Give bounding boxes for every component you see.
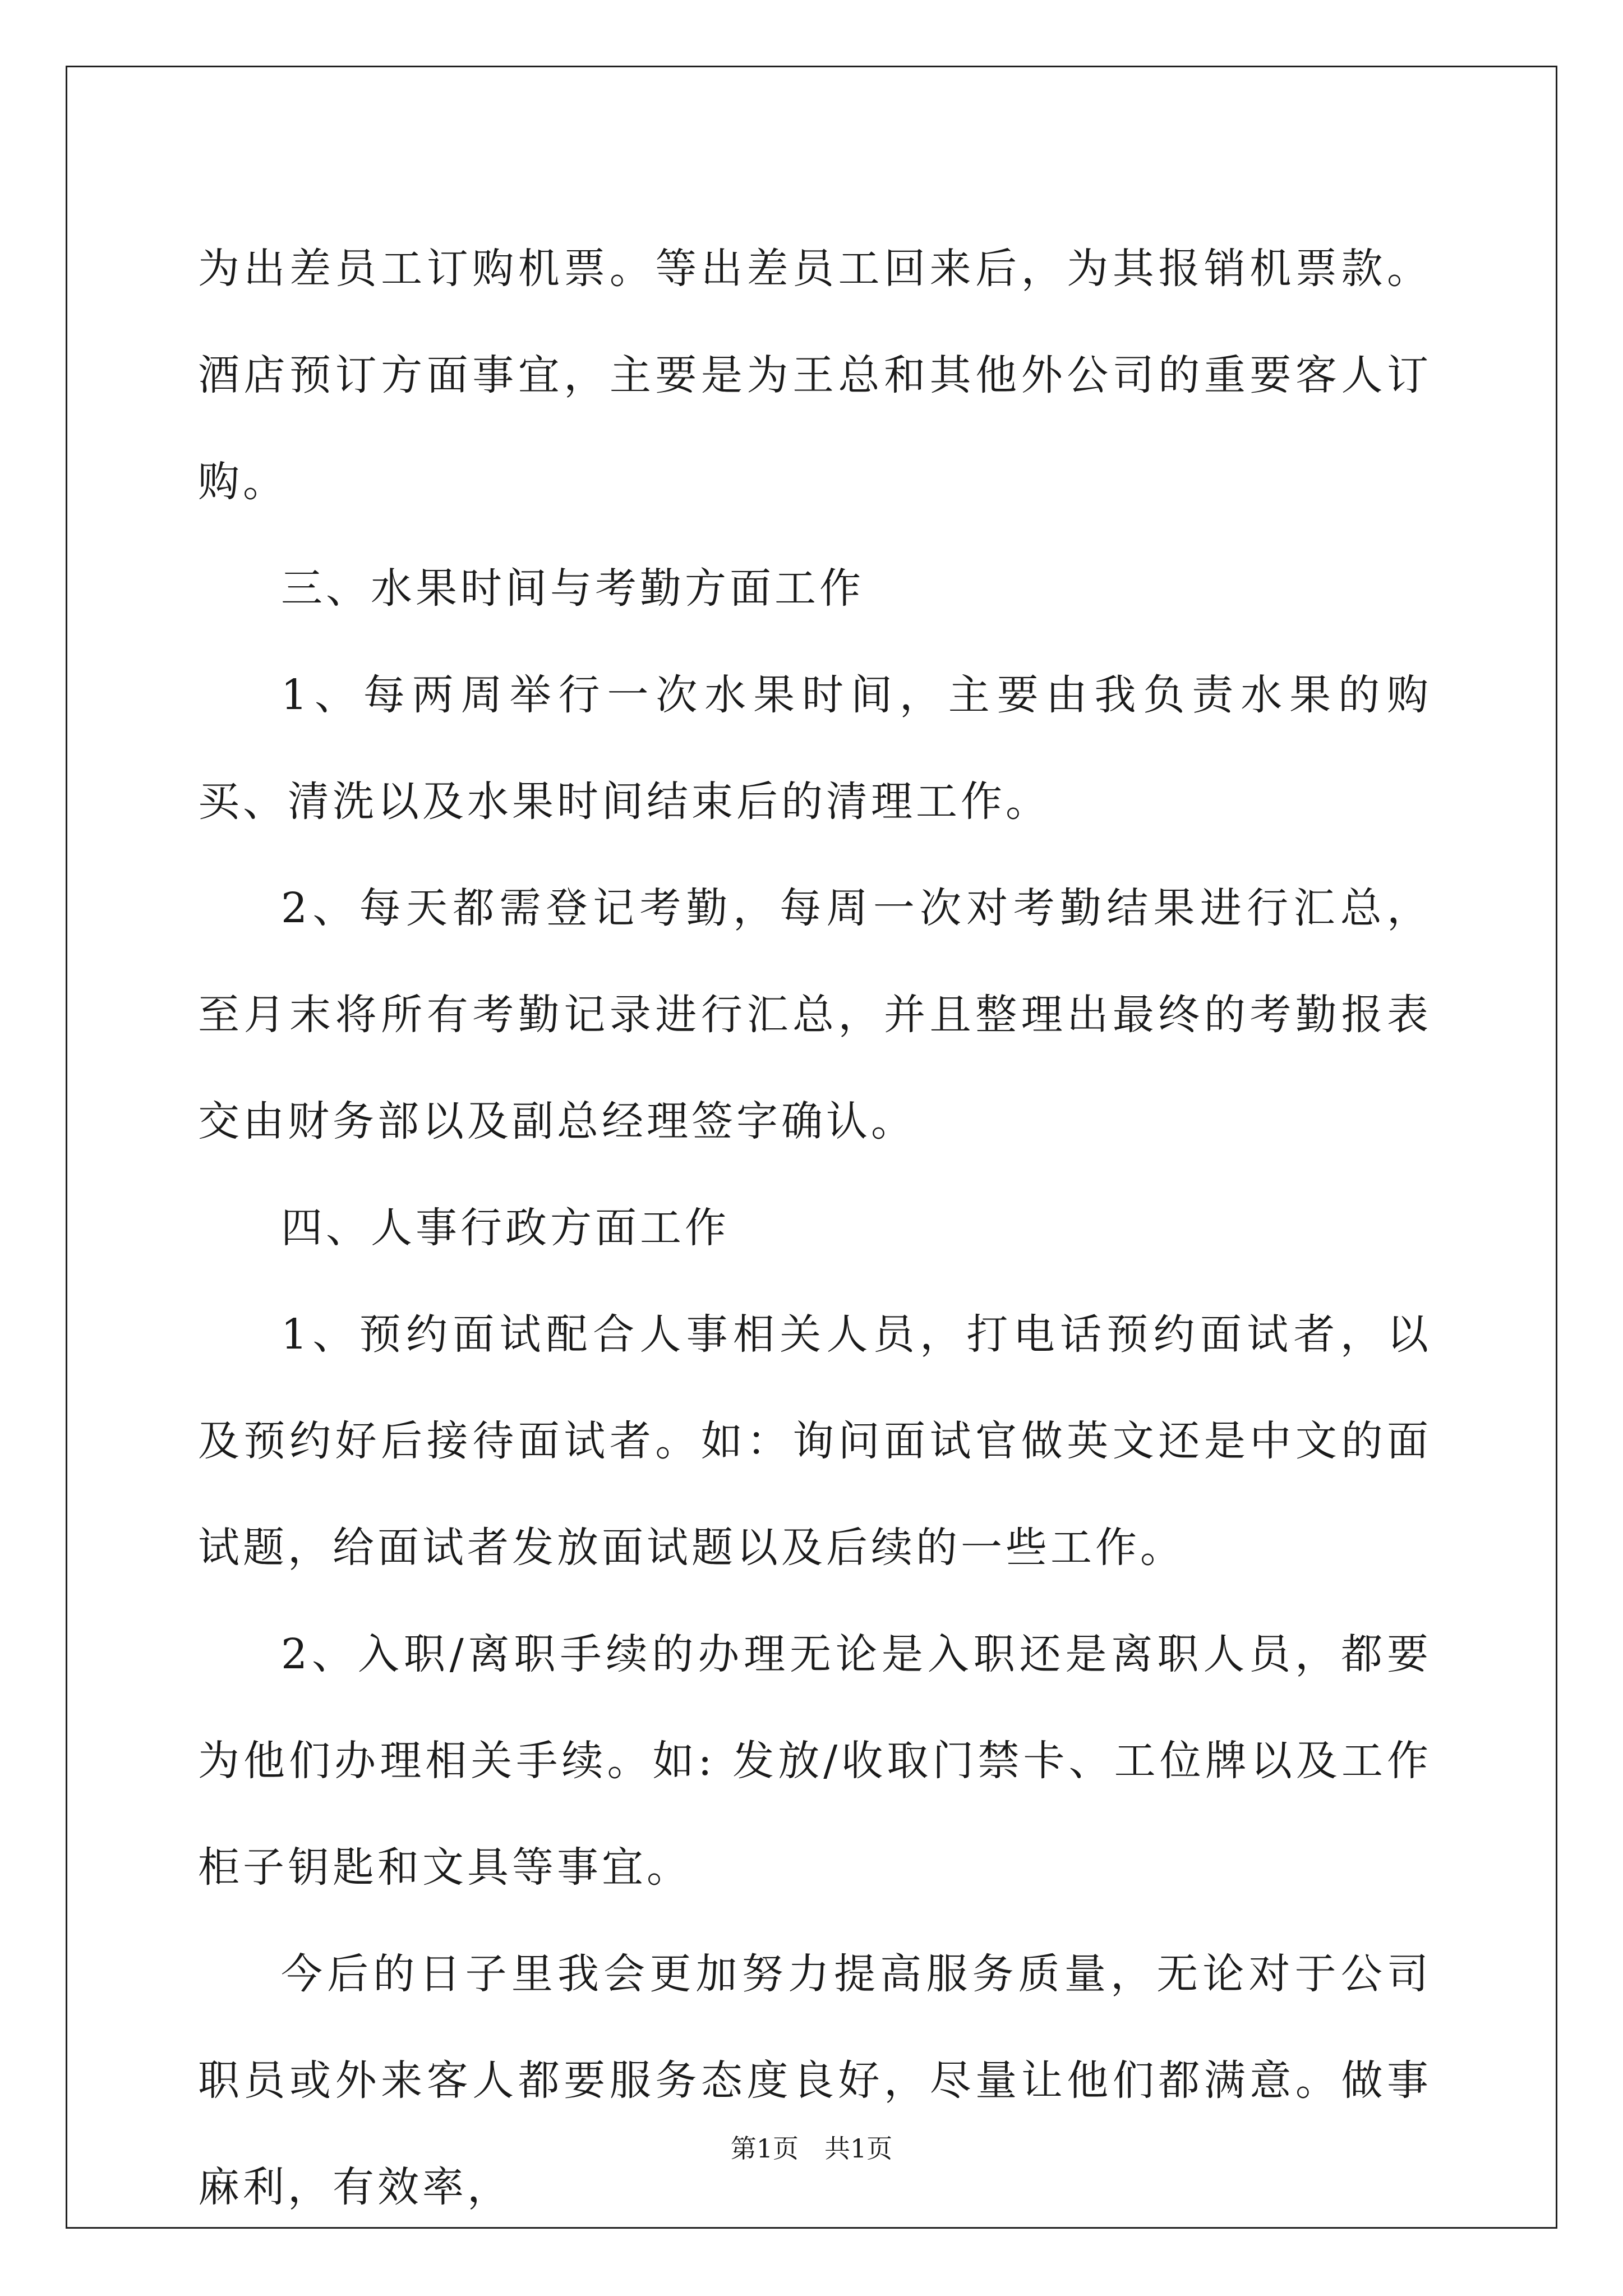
paragraph-interview: 1、预约面试配合人事相关人员，打电话预约面试者，以及预约好后接待面试者。如：询问面试官做英文还是中文的面试题，给面试者发放面试题以及后续的一些工作。 [198,1310,1432,1572]
heading-fruit-attendance: 三、水果时间与考勤方面工作 [281,564,864,613]
heading-hr-admin: 四、人事行政方面工作 [281,1204,730,1252]
paragraph-attendance: 2、每天都需登记考勤，每周一次对考勤结果进行汇总，至月末将所有考勤记录进行汇总，并且整理出最终的考勤报表交由财务部以及副总经理签字确认。 [198,884,1432,1145]
paragraph-future-plans: 今后的日子里我会更加努力提高服务质量，无论对于公司职员或外来客人都要服务态度良好，尽量让他们都满意。做事麻利，有效率， [198,1950,1432,2211]
page-number-footer: 第1页 共1页 [730,2133,893,2164]
document-body [198,215,1432,2240]
paragraph-fruit-time: 1、每两周举行一次水果时间，主要由我负责水果的购买、清洗以及水果时间结束后的清理工作。 [198,671,1432,826]
paragraph-travel-booking: 为出差员工订购机票。等出差员工回来后，为其报销机票款。酒店预订方面事宜，主要是为王总和其他外公司的重要客人订购。 [198,245,1432,506]
paragraph-onboarding: 2、入职/离职手续的办理无论是入职还是离职人员，都要为他们办理相关手续。如: 发放/收取门禁卡、工位牌以及工作柜子钥匙和文具等事宜。 [198,1630,1432,1892]
